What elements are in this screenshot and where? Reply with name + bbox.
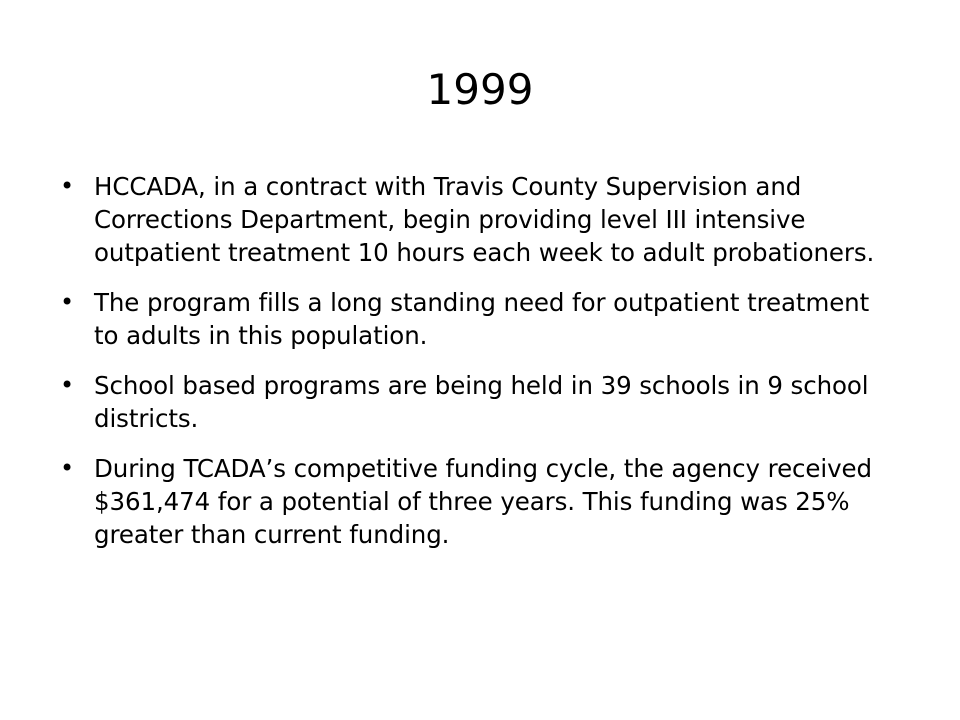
bullet-text: The program fills a long standing need for outpatient treatment to adults in this population. (94, 288, 870, 350)
bullet-text: School based programs are being held in 39 schools in 9 school districts. (94, 371, 869, 433)
bullet-list (60, 170, 900, 568)
slide-title: 1999 (426, 65, 534, 114)
bullet-dot-icon: • (60, 454, 75, 482)
bullet-dot-icon: • (60, 288, 75, 316)
bullet-item (60, 369, 900, 435)
bullet-item (60, 170, 900, 269)
bullet-item (60, 452, 900, 551)
bullet-text: During TCADA’s competitive funding cycle, the agency received $361,474 for a potential of three years. This funding was 25% greater than current funding. (94, 454, 872, 549)
bullet-dot-icon: • (60, 371, 75, 399)
bullet-item (60, 286, 900, 352)
bullet-dot-icon: • (60, 172, 75, 200)
bullet-text: HCCADA, in a contract with Travis County Supervision and Corrections Department, begin providing level III intensive outpatient treatment 10 hours each week to adult probationers. (94, 172, 875, 267)
